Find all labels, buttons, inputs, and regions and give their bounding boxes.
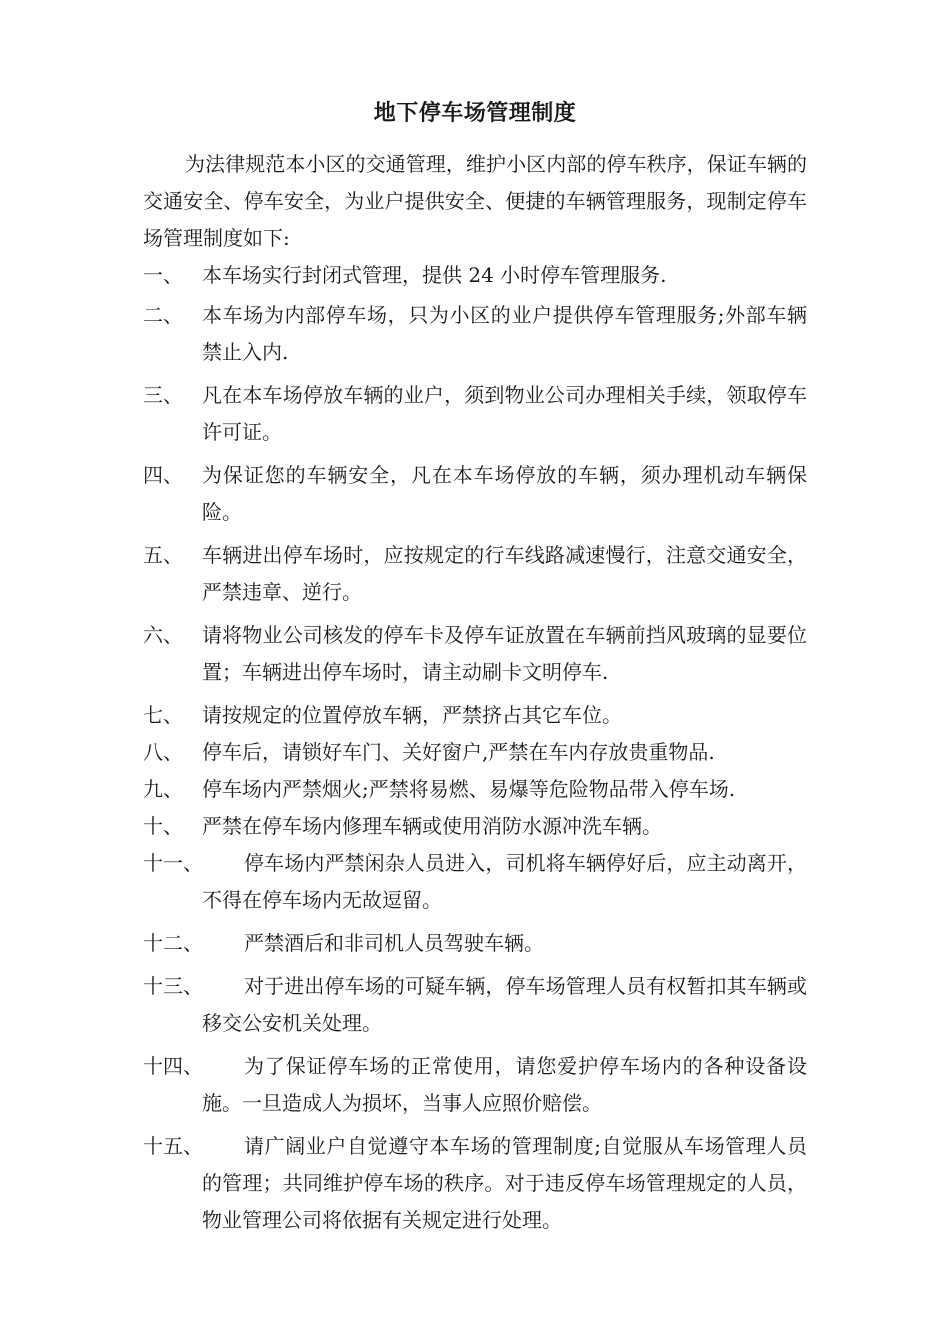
rule-item-10 bbox=[143, 808, 807, 845]
rule-item-14 bbox=[143, 1048, 807, 1122]
rule-text: 停车后，请锁好车门、关好窗户,严禁在车内存放贵重物品. bbox=[202, 740, 715, 764]
rule-text: 请将物业公司核发的停车卡及停车证放置在车辆前挡风玻璃的显要位置；车辆进出停车场时，请主动刷卡文明停车. bbox=[202, 623, 807, 684]
rule-item-3 bbox=[143, 377, 807, 451]
rule-text: 严禁酒后和非司机人员驾驶车辆。 bbox=[244, 931, 544, 955]
rule-item-1 bbox=[143, 257, 807, 294]
rule-text: 本车场为内部停车场，只为小区的业户提供停车管理服务;外部车辆禁止入内. bbox=[202, 303, 807, 364]
rule-text: 为了保证停车场的正常使用，请您爱护停车场内的各种设备设施。一旦造成人为损坏，当事人应照价赔偿。 bbox=[202, 1054, 807, 1115]
rule-text: 本车场实行封闭式管理，提供 24 小时停车管理服务. bbox=[202, 263, 667, 287]
rule-text: 车辆进出停车场时，应按规定的行车线路减速慢行，注意交通安全，严禁违章、逆行。 bbox=[202, 543, 807, 604]
rule-item-12 bbox=[143, 925, 807, 962]
rule-item-5 bbox=[143, 537, 807, 611]
rule-item-6 bbox=[143, 617, 807, 691]
rule-number: 十三、 bbox=[143, 974, 203, 998]
rules-list bbox=[143, 257, 807, 1239]
rule-text: 凡在本车场停放车辆的业户，须到物业公司办理相关手续，领取停车许可证。 bbox=[202, 383, 807, 444]
intro-paragraph: 为法律规范本小区的交通管理，维护小区内部的停车秩序，保证车辆的交通安全、停车安全，为业户提供安全、便捷的车辆管理服务，现制定停车场管理制度如下: bbox=[143, 152, 807, 250]
rule-number: 九、 bbox=[143, 777, 183, 801]
rule-text: 请按规定的位置停放车辆，严禁挤占其它车位。 bbox=[202, 703, 622, 727]
rule-number: 十一、 bbox=[143, 851, 203, 875]
rule-number: 十、 bbox=[143, 814, 183, 838]
rule-text: 对于进出停车场的可疑车辆，停车场管理人员有权暂扣其车辆或移交公安机关处理。 bbox=[202, 974, 807, 1035]
document-title: 地下停车场管理制度 bbox=[373, 100, 577, 126]
rule-text: 严禁在停车场内修理车辆或使用消防水源冲洗车辆。 bbox=[202, 814, 662, 838]
rule-text: 停车场内严禁闲杂人员进入，司机将车辆停好后，应主动离开，不得在停车场内无故逗留。 bbox=[202, 851, 807, 912]
rule-number: 十二、 bbox=[143, 931, 203, 955]
rule-number: 七、 bbox=[143, 703, 183, 727]
rule-text: 请广阔业户自觉遵守本车场的管理制度;自觉服从车场管理人员的管理；共同维护停车场的秩序。对于违反停车场管理规定的人员，物业管理公司将依据有关规定进行处理。 bbox=[202, 1134, 807, 1232]
rule-text: 停车场内严禁烟火;严禁将易燃、易爆等危险物品带入停车场. bbox=[202, 777, 736, 801]
rule-item-8 bbox=[143, 734, 807, 771]
rule-item-11 bbox=[143, 845, 807, 919]
rule-number: 十五、 bbox=[143, 1134, 203, 1158]
rule-item-2 bbox=[143, 297, 807, 371]
rule-number: 四、 bbox=[143, 463, 183, 487]
rule-item-9 bbox=[143, 771, 807, 808]
rule-item-15 bbox=[143, 1128, 807, 1239]
rule-number: 一、 bbox=[143, 263, 183, 287]
rule-number: 十四、 bbox=[143, 1054, 203, 1078]
rule-item-13 bbox=[143, 968, 807, 1042]
rule-number: 八、 bbox=[143, 740, 183, 764]
rule-item-4 bbox=[143, 457, 807, 531]
rule-number: 六、 bbox=[143, 623, 183, 647]
rule-text: 为保证您的车辆安全，凡在本车场停放的车辆，须办理机动车辆保险。 bbox=[202, 463, 807, 524]
rule-number: 二、 bbox=[143, 303, 183, 327]
rule-number: 五、 bbox=[143, 543, 183, 567]
rule-number: 三、 bbox=[143, 383, 183, 407]
rule-item-7 bbox=[143, 697, 807, 734]
